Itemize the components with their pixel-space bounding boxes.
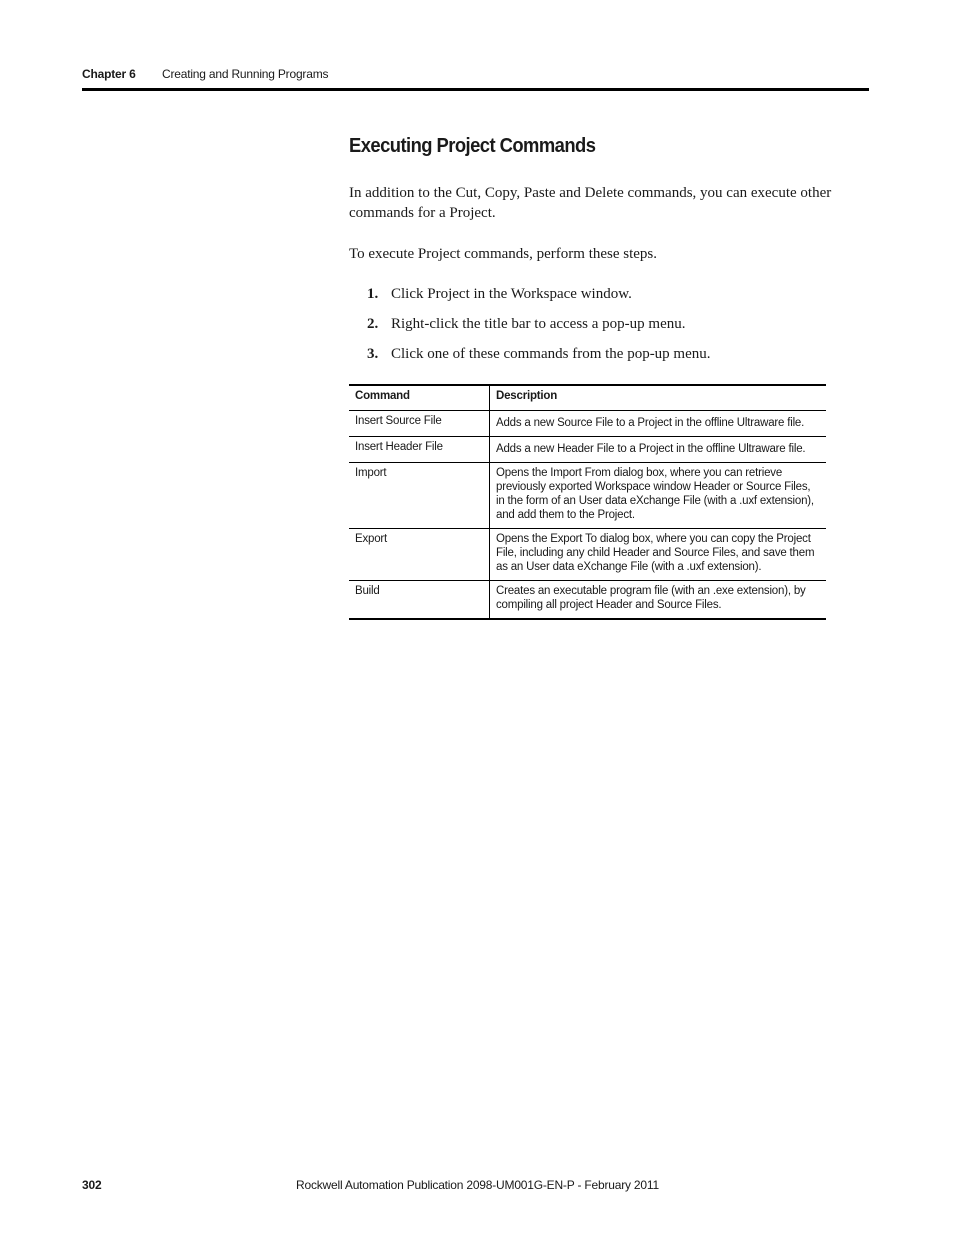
step-number: 2. bbox=[367, 316, 379, 332]
commands-table bbox=[349, 384, 826, 620]
page-footer bbox=[82, 1177, 869, 1193]
step-text: Click Project in the Workspace window. bbox=[391, 286, 632, 302]
section-content bbox=[349, 130, 869, 362]
steps-list bbox=[349, 284, 869, 374]
step-item bbox=[349, 284, 869, 314]
step-number: 1. bbox=[367, 286, 379, 302]
command-cell: Import bbox=[349, 463, 490, 529]
command-cell: Export bbox=[349, 529, 490, 581]
description-cell: Creates an executable program file (with an .exe extension), by compiling all project Header and Source Files. bbox=[490, 581, 827, 620]
commands-table-container bbox=[349, 384, 826, 620]
column-header-description: Description bbox=[490, 385, 827, 411]
chapter-title: Creating and Running Programs bbox=[162, 67, 329, 81]
lead-in-paragraph: To execute Project commands, perform these steps. bbox=[349, 246, 658, 262]
page-number: 302 bbox=[82, 1178, 102, 1192]
description-cell: Opens the Export To dialog box, where you can copy the Project File, including any child Header and Source Files, and save them as an User data eXchange File (with a .uxf extension). bbox=[490, 529, 827, 581]
publication-info: Rockwell Automation Publication 2098-UM001G-EN-P - February 2011 bbox=[296, 1178, 659, 1192]
header-divider bbox=[82, 88, 869, 91]
command-cell: Insert Header File bbox=[349, 437, 490, 463]
table-row bbox=[349, 411, 826, 437]
step-item bbox=[349, 344, 869, 374]
table-row bbox=[349, 437, 826, 463]
section-heading: Executing Project Commands bbox=[349, 135, 596, 157]
step-number: 3. bbox=[367, 346, 379, 362]
table-header-row bbox=[349, 385, 826, 411]
step-item bbox=[349, 314, 869, 344]
intro-paragraph: In addition to the Cut, Copy, Paste and Delete commands, you can execute other commands for a Project. bbox=[349, 185, 832, 221]
table-row bbox=[349, 463, 826, 529]
running-header bbox=[82, 66, 869, 86]
description-cell: Adds a new Header File to a Project in the offline Ultraware file. bbox=[490, 437, 827, 463]
step-text: Click one of these commands from the pop-up menu. bbox=[391, 346, 711, 362]
table-row bbox=[349, 581, 826, 620]
description-cell: Adds a new Source File to a Project in the offline Ultraware file. bbox=[490, 411, 827, 437]
description-cell: Opens the Import From dialog box, where you can retrieve previously exported Workspace window Header or Source Files, in the form of an User data eXchange File (with a .uxf extension), and add them to the Project. bbox=[490, 463, 827, 529]
table-row bbox=[349, 529, 826, 581]
column-header-command: Command bbox=[349, 385, 490, 411]
step-text: Right-click the title bar to access a pop-up menu. bbox=[391, 316, 686, 332]
chapter-label: Chapter 6 bbox=[82, 67, 136, 81]
command-cell: Build bbox=[349, 581, 490, 620]
command-cell: Insert Source File bbox=[349, 411, 490, 437]
